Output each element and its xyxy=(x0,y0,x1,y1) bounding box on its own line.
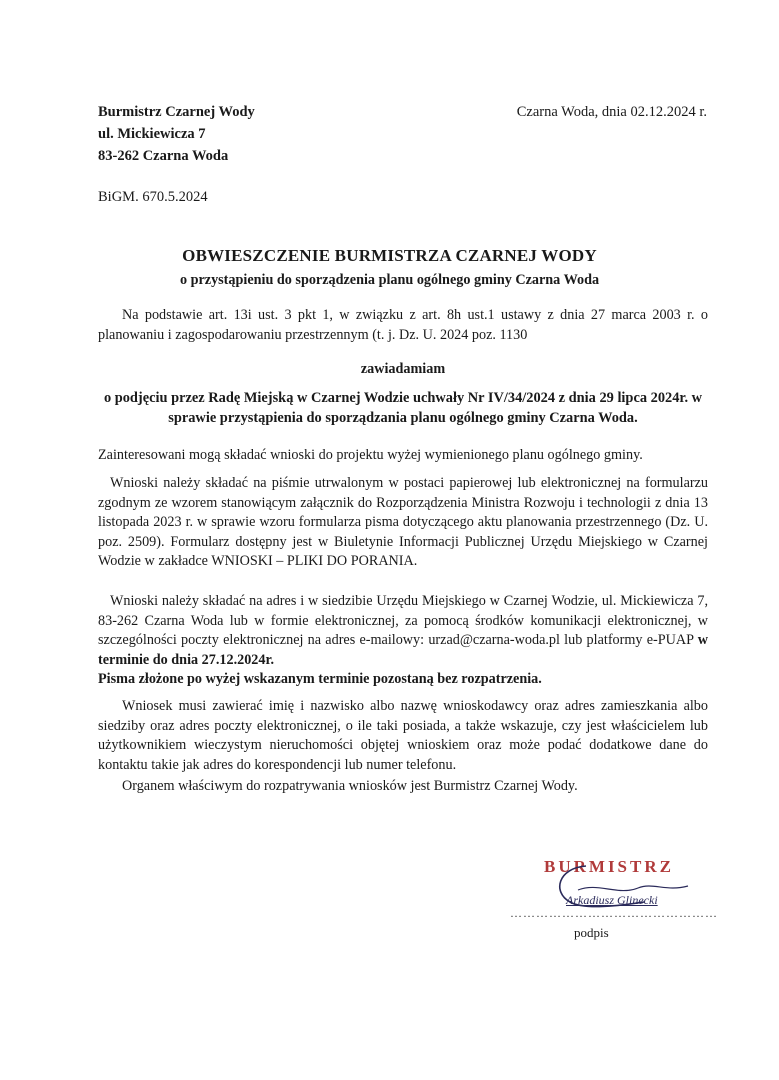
notice-subtitle: o przystąpieniu do sporządzenia planu ogólnego gminy Czarna Woda xyxy=(179,272,600,288)
place-and-date: Czarna Woda, dnia 02.12.2024 r. xyxy=(516,104,707,120)
late-submission-notice: Pisma złożone po wyżej wskazanym terminie pozostaną bez rozpatrzenia. xyxy=(98,671,542,687)
signatory-name: Arkadiusz Glinecki xyxy=(566,893,658,907)
mayor-stamp: BURMISTRZ xyxy=(544,857,674,876)
notice-title: OBWIESZCZENIE BURMISTRZA CZARNEJ WODY xyxy=(182,246,597,265)
paragraph-how-to-submit: Wnioski należy składać na piśmie utrwalonym w postaci papierowej lub elektronicznej na formularzu zgodnym ze wzorem stanowiącym załącznik do Rozporządzenia Ministra Rozwoju i technologii z dnia 13 listopada 2023 r. w sprawie wzoru formularza pisma dotyczącego aktu planowania przestrzennego (Dz. U. poz. 2509). Formularz dostępny jest w Biuletynie Informacji Publicznej Urzędu Miejskiego w Czarnej Wodzie w zakładce WNIOSKI – PLIKI DO PORANIA. xyxy=(98,475,708,570)
resolution-paragraph: o podjęciu przez Radę Miejską w Czarnej Wodzie uchwały Nr IV/34/2024 z dnia 29 lipca 2024r. w sprawie przystąpienia do sporządzania planu ogólnego gminy Czarna Woda. xyxy=(103,390,703,426)
announce-word: zawiadamiam xyxy=(360,361,446,377)
paragraph-application-content: Wniosek musi zawierać imię i nazwisko albo nazwę wnioskodawcy oraz adres zamieszkania albo siedziby oraz adres poczty elektronicznej, o ile taki posiada, a także wskazuje, czy jest właścicielem lub użytkownikiem wieczystym nieruchomości objętej wnioskiem oraz może podać dodatkowe dane do kontaktu takie jak adres do korespondencji lub numer telefonu. xyxy=(98,698,708,773)
legal-basis-paragraph: Na podstawie art. 13i ust. 3 pkt 1, w związku z art. 8h ust.1 ustawy z dnia 27 marca 2003 r. o planowaniu i zagospodarowaniu przestrzennym (t. j. Dz. U. 2024 poz. 1130 xyxy=(98,307,708,343)
reference-number: BiGM. 670.5.2024 xyxy=(98,189,208,205)
signature-line: ………………………………………… xyxy=(510,906,718,920)
sender-street: ul. Mickiewicza 7 xyxy=(98,126,206,142)
paragraph-interested-parties: Zainteresowani mogą składać wnioski do projektu wyżej wymienionego planu ogólnego gminy. xyxy=(98,447,643,463)
submission-address-text: Wnioski należy składać na adres i w siedzibie Urzędu Miejskiego w Czarnej Wodzie, ul. Mickiewicza 7, 83-262 Czarna Woda lub w formie elektronicznej, za pomocą środków komunikacji elektronicznej, w szczególności poczty elektronicznej na adres e-mailowy: urzad@czarna-woda.pl lub platformy e-PUAP xyxy=(98,593,708,649)
sender-name: Burmistrz Czarnej Wody xyxy=(98,104,255,120)
paragraph-where-to-submit xyxy=(98,592,708,670)
paragraph-competent-authority: Organem właściwym do rozpatrywania wniosków jest Burmistrz Czarnej Wody. xyxy=(122,778,578,794)
sender-block xyxy=(98,101,255,167)
signature-label: podpis xyxy=(574,925,609,940)
sender-city: 83-262 Czarna Woda xyxy=(98,148,229,164)
deadline-text: w terminie do dnia 27.12.2024r. xyxy=(98,632,708,668)
